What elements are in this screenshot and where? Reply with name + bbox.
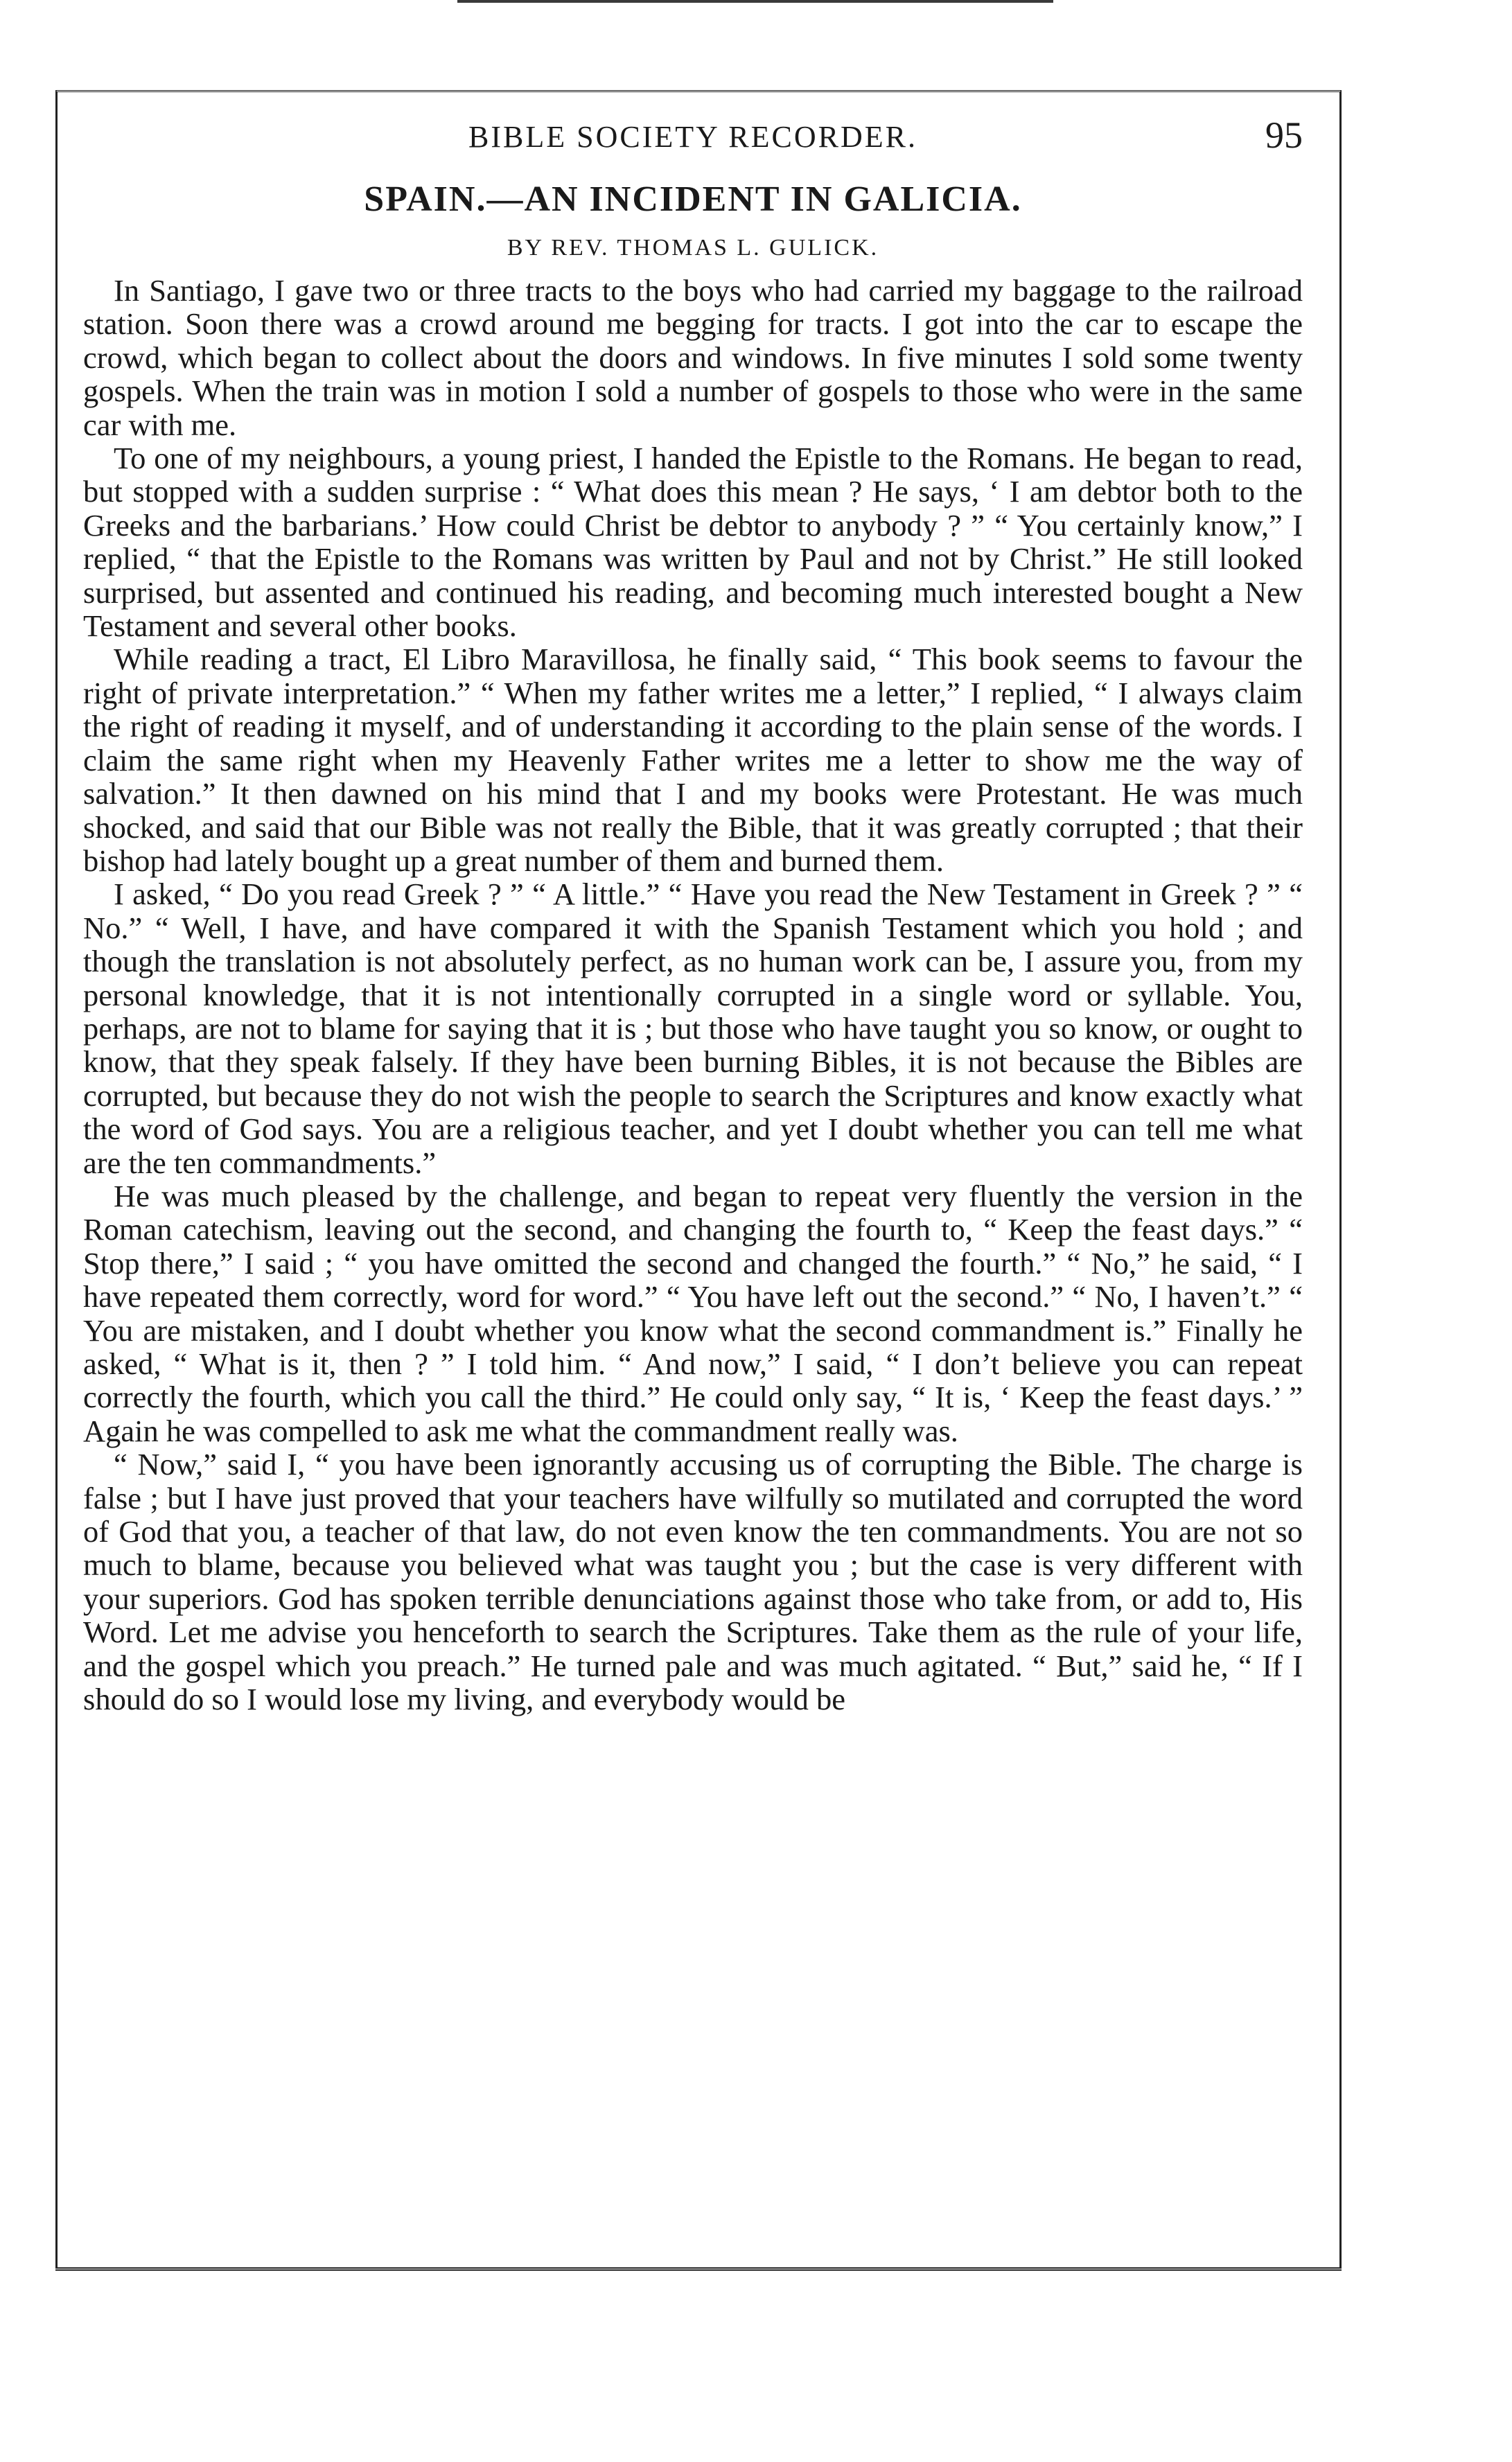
paragraph: “ Now,” said I, “ you have been ignorantly accusing us of corrupting the Bible. The charge is false ; but I have just proved that your teachers have wilfully so mutilated and corrupted the word of God that you, a teacher of that law, do not even know the ten commandments. You are not so much to blame, because you believed what was taught you ; but the case is very different with your superiors. God has spoken terrible denunciations against those who take from, or add to, His Word. Let me advise you henceforth to search the Scriptures. Take them as the rule of your life, and the gospel which you preach.” He turned pale and was much agitated. “ But,” said he, “ If I should do so I would lose my living, and everybody would be — [83, 1447, 1303, 1717]
paragraph: To one of my neighbours, a young priest, I handed the Epistle to the Romans. He began to read, but stopped with a sudden surprise : “ What does this mean ? He says, ‘ I am debtor both to the Greeks and the barbarians.’ How could Christ be debtor to anybody ? ” “ You certainly know,” I replied, “ that the Epistle to the Romans was written by Paul and not by Christ.” He still looked surprised, but assented and continued his reading, and becoming much interested bought a New Testament and several other books. — [83, 441, 1303, 644]
top-edge-rule — [457, 0, 1053, 3]
paragraph: I asked, “ Do you read Greek ? ” “ A little.” “ Have you read the New Testament in Greek ? ” “ No.” “ Well, I have, and have compared it with the Spanish Testament which you hold ; and though the translation is not absolutely perfect, as no human work can be, I assure you, from my personal knowledge, that it is not intentionally corrupted in a single word or syllable. You, perhaps, are not to blame for saying that it is ; but those who have taught you so know, or ought to know, that they speak falsely. If they have been burning Bibles, it is not because the Bibles are corrupted, but because they do not wish the people to search the Scriptures and know exactly what the word of God says. You are a religious teacher, and yet I doubt whether you can tell me what are the ten commandments.” — [83, 877, 1303, 1180]
paragraph: In Santiago, I gave two or three tracts to the boys who had carried my baggage to the railroad station. Soon there was a crowd around me begging for tracts. I got into the car to escape the crowd, which began to collect about the doors and windows. In five minutes I sold some twenty gospels. When the train was in motion I sold a number of gospels to those who were in the same car with me. — [83, 273, 1303, 442]
paragraph: He was much pleased by the challenge, and began to repeat very fluently the version in the Roman catechism, leaving out the second, and changing the fourth to, “ Keep the feast days.” “ Stop there,” I said ; “ you have omitted the second and changed the fourth.” “ No,” he said, “ I have repeated them correctly, word for word.” “ You have left out the second.” “ No, I haven’t.” “ You are mistaken, and I doubt whether you know what the second commandment is.” Finally he asked, “ What is it, then ? ” I told him. “ And now,” I said, “ I don’t believe you can repeat correctly the fourth, which you call the third.” He could only say, “ It is, ‘ Keep the feast days.’ ” Again he was compelled to ask me what the commandment really was. — [83, 1178, 1303, 1448]
running-title: BIBLE SOCIETY RECORDER. — [468, 120, 917, 154]
article-title: SPAIN.—AN INCIDENT IN GALICIA. — [364, 179, 1022, 219]
running-head — [83, 104, 1303, 166]
printed-page — [83, 104, 1303, 1716]
article-body — [83, 274, 1303, 1716]
page-number: 95 — [1265, 114, 1303, 156]
bottom-rule — [55, 2267, 1342, 2271]
paragraph: While reading a tract, El Libro Maravillosa, he finally said, “ This book seems to favour the right of private interpretation.” “ When my father writes me a letter,” I replied, “ I always claim the right of reading it myself, and of understanding it according to the plain sense of the words. I claim the same right when my Heavenly Father writes me a letter to show me the way of salvation.” It then dawned on his mind that I and my books were Protestant. He was much shocked, and said that our Bible was not really the Bible, that it was greatly corrupted ; that their bishop had lately bought up a great number of them and burned them. — [83, 642, 1303, 878]
byline: BY REV. THOMAS L. GULICK. — [507, 235, 879, 261]
